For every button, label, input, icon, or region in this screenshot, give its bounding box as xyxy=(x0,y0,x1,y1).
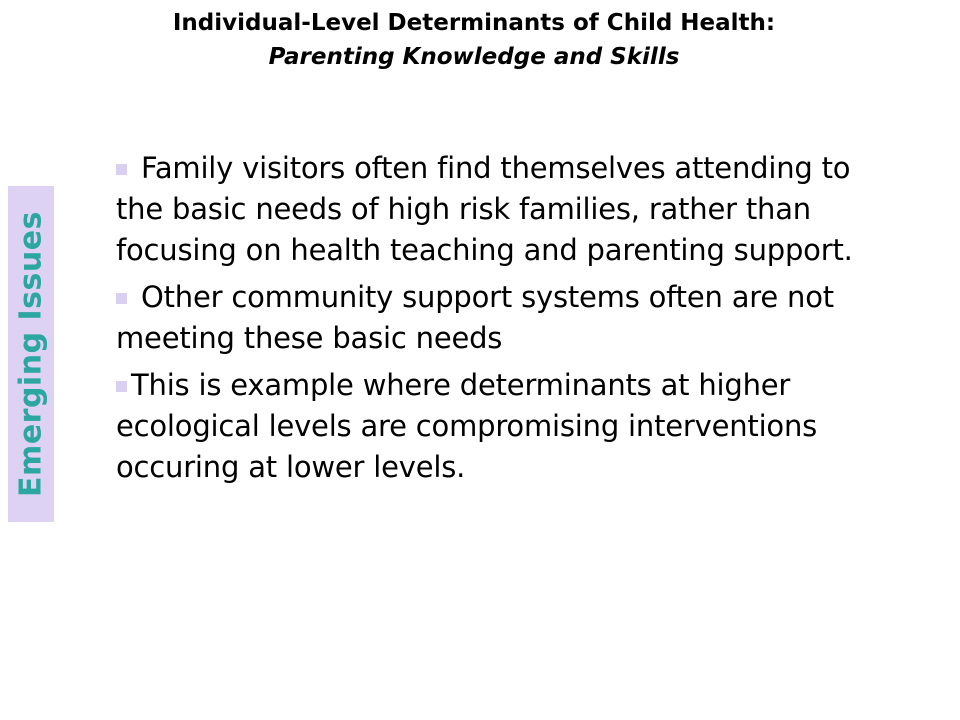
square-bullet-icon xyxy=(116,381,127,392)
slide-subtitle: Parenting Knowledge and Skills xyxy=(268,44,680,70)
slide-title-main: Individual-Level Determinants of Child Health: xyxy=(172,10,776,36)
side-tab xyxy=(8,186,54,522)
side-tab-label: Emerging Issues xyxy=(13,211,49,497)
bullet-item xyxy=(116,277,906,359)
bullet-text: Other community support systems often are not meeting these basic needs xyxy=(116,280,834,355)
square-bullet-icon xyxy=(116,293,127,304)
slide-title xyxy=(0,6,948,74)
bullet-list xyxy=(116,148,906,494)
bullet-item xyxy=(116,365,906,488)
bullet-text: Family visitors often find themselves attending to the basic needs of high risk families, rather than focusing on health teaching and parenting support. xyxy=(116,151,853,267)
bullet-item xyxy=(116,148,906,271)
square-bullet-icon xyxy=(116,164,127,175)
bullet-text: This is example where determinants at higher ecological levels are compromising interventions occuring at lower levels. xyxy=(116,368,818,484)
